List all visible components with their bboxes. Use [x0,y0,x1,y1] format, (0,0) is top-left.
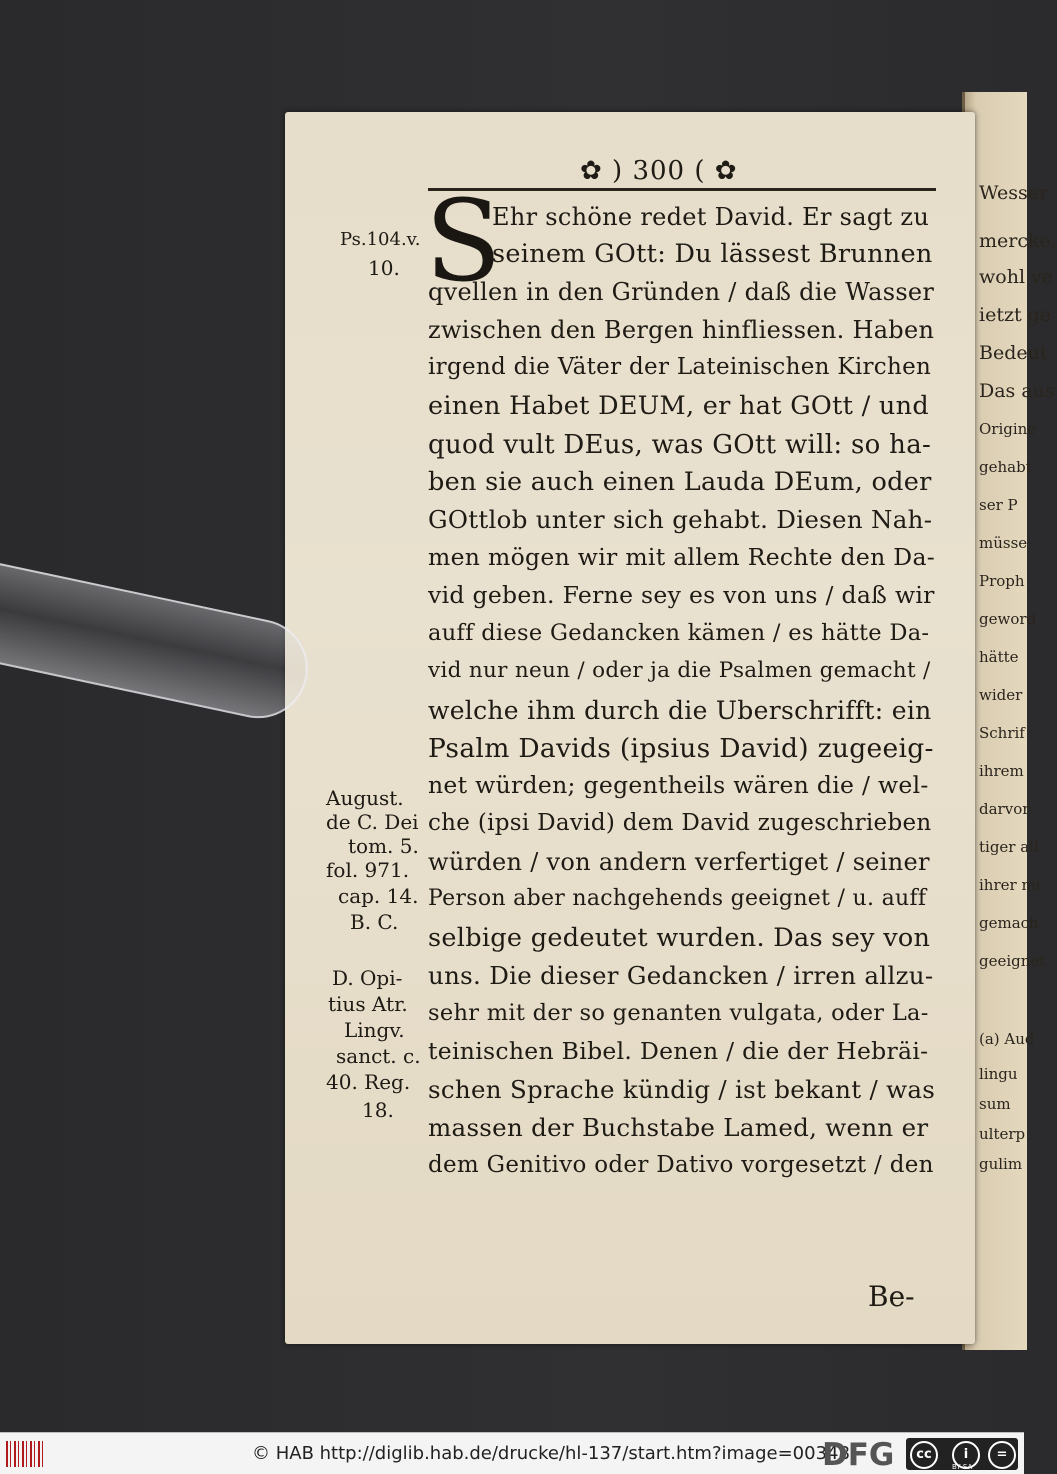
adjacent-fragment: Wesser [979,182,1049,204]
text-line: uns. Die dieser Gedancken / irren allzu- [428,961,934,990]
text-line: einen Habet DEUM, er hat GOtt / und [428,391,929,421]
margin-note: August. [326,786,404,810]
cc-license-badge[interactable] [906,1438,1018,1470]
adjacent-fragment: wohl ve [979,266,1054,288]
text-line: welche ihm durch die Uberschrifft: ein [428,696,932,725]
text-line: quod vult DEus, was GOtt will: so ha- [428,430,932,460]
adjacent-fragment: Proph [979,572,1025,590]
copyright-link[interactable]: © HAB http://diglib.hab.de/drucke/hl-137/start.htm?image=00348 [252,1443,850,1464]
cc-icon: cc [910,1441,938,1469]
text-line: qvellen in den Gründen / daß die Wasser [428,278,935,306]
text-line: vid geben. Ferne sey es von uns / daß wir [428,581,935,609]
text-line: seinem GOtt: Du lässest Brunnen [492,239,933,269]
text-line: che (ipsi David) dem David zugeschrieben [428,810,932,836]
margin-note: cap. 14. [338,884,419,908]
adjacent-fragment: Bedeut [979,342,1048,364]
adjacent-fragment: Origine [979,420,1037,438]
margin-note: de C. Dei [326,810,419,834]
adjacent-fragment: (a) Aud [979,1030,1035,1048]
by-icon: i [952,1441,980,1469]
text-line: teinischen Bibel. Denen / die der Hebräi- [428,1037,929,1065]
adjacent-fragment: ihrer nu [979,876,1041,894]
adjacent-fragment: geeignet [979,952,1046,970]
sa-icon: = [988,1441,1016,1469]
adjacent-fragment: gulim [979,1155,1023,1173]
margin-note: 40. Reg. [326,1070,411,1094]
drop-cap: S [425,177,502,307]
catchword: Be- [868,1280,915,1313]
adjacent-fragment: tiger all [979,838,1039,856]
text-line: dem Genitivo oder Dativo vorgesetzt / den [428,1152,934,1178]
text-line: GOttlob unter sich gehabt. Diesen Nah- [428,505,933,534]
margin-note: 10. [368,256,400,280]
dfg-logo: DFG [822,1437,895,1473]
adjacent-fragment: ser P [979,496,1018,514]
license-text: BY SA [952,1463,973,1471]
text-line: würden / von andern verfertiget / seiner [428,848,930,876]
text-line: irgend die Väter der Lateinischen Kirchen [428,354,932,380]
footer-bar [0,1432,1024,1474]
adjacent-fragment: ietzt ge [979,304,1052,326]
margin-note: fol. 971. [326,858,410,882]
barcode-logo-icon [6,1441,46,1467]
header-rule [428,188,936,191]
text-line: selbige gedeutet wurden. Das sey von [428,923,931,953]
adjacent-fragment: ulterp [979,1125,1026,1143]
adjacent-fragment: sum [979,1095,1011,1113]
text-line: zwischen den Bergen hinfliessen. Haben [428,316,935,344]
text-line: Ehr schöne redet David. Er sagt zu [492,203,930,231]
text-line: ben sie auch einen Lauda DEum, oder [428,467,932,497]
text-line: schen Sprache kündig / ist bekant / was [428,1075,936,1104]
adjacent-fragment: Das aus [979,380,1055,402]
margin-note: Lingv. [344,1018,405,1042]
adjacent-fragment: wider [979,686,1023,704]
adjacent-fragment: gehabt [979,458,1032,476]
margin-note: tom. 5. [348,834,419,858]
text-line: auff diese Gedancken kämen / es hätte Da- [428,620,930,646]
adjacent-fragment: lingu [979,1065,1018,1083]
margin-note: tius Atr. [328,992,408,1016]
adjacent-fragment: müsse [979,534,1028,552]
margin-note: B. C. [350,910,399,934]
text-line: men mögen wir mit allem Rechte den Da- [428,543,935,571]
adjacent-fragment: hätte [979,648,1019,666]
adjacent-fragment: gemach [979,914,1039,932]
text-line: Psalm Davids (ipsius David) zugeeig- [428,733,934,764]
page-header: ✿ ) 300 ( ✿ [580,156,738,186]
margin-note: Ps.104.v. [340,229,421,250]
text-line: sehr mit der so genanten vulgata, oder La- [428,1000,929,1026]
text-line: net würden; gegentheils wären die / wel- [428,771,929,799]
text-line: vid nur neun / oder ja die Psalmen gemacht / [428,658,931,683]
adjacent-fragment: darvor [979,800,1030,818]
text-line: Person aber nachgehends geeignet / u. auff [428,886,927,911]
margin-note: 18. [362,1098,394,1122]
adjacent-fragment: ihrem [979,762,1024,780]
adjacent-fragment: Schrif [979,724,1025,742]
adjacent-fragment: geword [979,610,1037,628]
margin-note: D. Opi- [332,966,403,990]
text-line: massen der Buchstabe Lamed, wenn er [428,1113,929,1142]
adjacent-fragment: mercke, [979,230,1057,252]
margin-note: sanct. c. [336,1044,421,1068]
